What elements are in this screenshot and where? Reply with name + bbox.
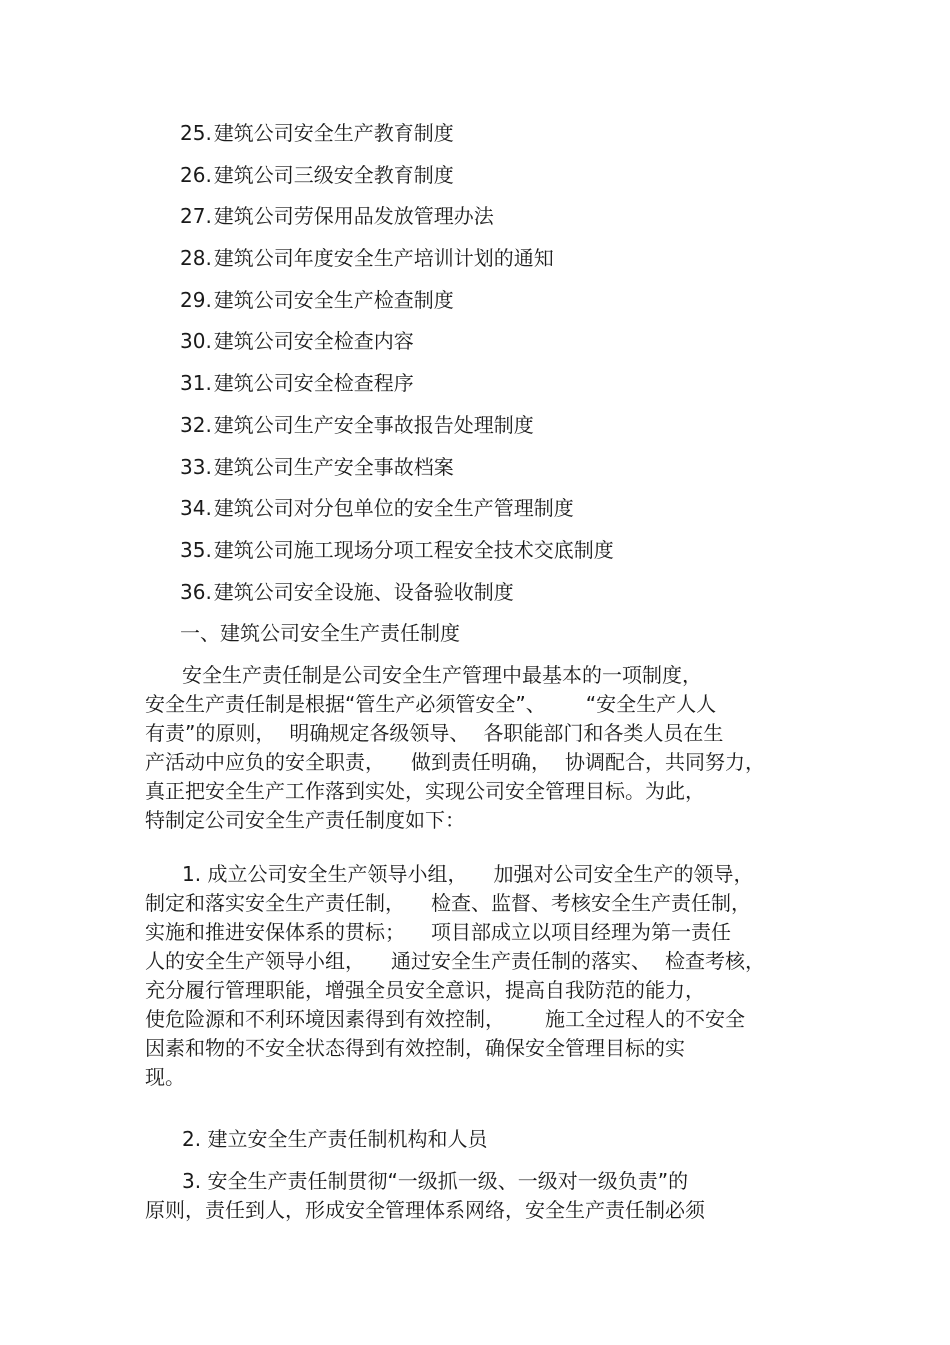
text-line: [145, 777, 765, 806]
text-line: [145, 1167, 705, 1196]
text-run: 真正把安全生产工作落到实处，实现公司安全管理目标。为此，: [145, 779, 705, 803]
toc-item-number: 31.: [180, 371, 212, 396]
toc-item-title: 建筑公司年度安全生产培训计划的通知: [213, 246, 554, 271]
toc-item-number: 27.: [180, 204, 212, 229]
section-heading: 一、建筑公司安全生产责任制度: [180, 621, 460, 645]
item-2-paragraph: [145, 1125, 487, 1154]
text-line: [145, 976, 765, 1005]
toc-item-title: 建筑公司安全设施、设备验收制度: [213, 579, 514, 604]
toc-item-number: 25.: [180, 121, 212, 145]
toc-item: [180, 572, 614, 614]
text-run: 产活动中应负的安全职责，: [145, 750, 385, 774]
text-run: 2. 建立安全生产责任制机构和人员: [182, 1127, 488, 1151]
text-run: 充分履行管理职能，增强全员安全意识，提高自我防范的能力，: [145, 978, 705, 1002]
text-run: 1. 成立公司安全生产领导小组，: [182, 862, 468, 886]
text-run: 原则，责任到人，形成安全管理体系网络，安全生产责任制必须: [145, 1198, 705, 1222]
text-run: 项目部成立以项目经理为第一责任: [431, 920, 731, 944]
text-run: 明确规定各级领导、: [289, 721, 470, 745]
toc-item: [180, 280, 614, 322]
text-line: [145, 1005, 765, 1034]
text-run: 特制定公司安全生产责任制度如下：: [145, 808, 465, 832]
text-run: 安全生产责任制是公司安全生产管理中最基本的一项制度，: [182, 663, 702, 687]
text-run: 有责”的原则，: [145, 721, 276, 745]
text-run: 加强对公司安全生产的领导，: [493, 862, 754, 886]
toc-item: [180, 196, 614, 238]
toc-item-number: 35.: [180, 537, 212, 562]
toc-item-title: 建筑公司三级安全教育制度: [213, 162, 454, 187]
toc-item-number: 30.: [180, 329, 212, 354]
text-line: [145, 947, 765, 976]
text-run: 现。: [145, 1065, 185, 1089]
toc-item: [180, 321, 614, 363]
toc-item-title: 建筑公司安全生产检查制度: [213, 287, 454, 312]
toc-item-title: 建筑公司对分包单位的安全生产管理制度: [213, 496, 574, 521]
text-line: [145, 806, 765, 835]
toc-item: [180, 155, 614, 197]
text-line: [145, 748, 765, 777]
text-run: 协调配合，共同努力，: [565, 750, 765, 774]
text-line: [145, 1063, 765, 1092]
toc-item: [180, 405, 614, 447]
text-run: “安全生产人人: [585, 692, 717, 716]
toc-item: [180, 238, 614, 280]
text-line: [145, 690, 765, 719]
text-line: [145, 860, 765, 889]
text-line: [145, 1125, 487, 1154]
toc-list: [180, 113, 614, 613]
toc-item-number: 28.: [180, 246, 212, 271]
text-line: [145, 889, 765, 918]
toc-item-number: 34.: [180, 496, 212, 521]
text-run: 实施和推进安保体系的贯标；: [145, 920, 405, 944]
toc-item: [180, 447, 614, 489]
text-line: [145, 719, 765, 748]
toc-item-title: 建筑公司劳保用品发放管理办法: [213, 204, 494, 229]
text-run: 人的安全生产领导小组，: [145, 949, 365, 973]
text-run: 制定和落实安全生产责任制，: [145, 891, 405, 915]
toc-item: [180, 488, 614, 530]
toc-item-title: 建筑公司生产安全事故档案: [213, 454, 454, 479]
text-run: 做到责任明确，: [411, 750, 551, 774]
toc-item-number: 29.: [180, 287, 212, 312]
text-run: 检查、监督、考核安全生产责任制，: [431, 891, 751, 915]
toc-item-title: 建筑公司安全生产教育制度: [213, 121, 454, 145]
toc-item: [180, 363, 614, 405]
toc-item-number: 36.: [180, 579, 212, 604]
text-line: [145, 918, 765, 947]
intro-paragraph: [145, 661, 765, 835]
toc-item-number: 33.: [180, 454, 212, 479]
text-run: 安全生产责任制是根据“管生产必须管安全”、: [145, 692, 546, 716]
text-run: 通过安全生产责任制的落实、: [391, 949, 651, 973]
text-line: [145, 661, 765, 690]
text-line: [145, 1196, 705, 1225]
toc-item-number: 26.: [180, 162, 212, 187]
toc-item: [180, 530, 614, 572]
item-3-paragraph: [145, 1167, 705, 1225]
toc-item-title: 建筑公司生产安全事故报告处理制度: [213, 412, 534, 437]
text-run: 检查考核，: [665, 949, 765, 973]
toc-item-title: 建筑公司安全检查程序: [213, 371, 414, 396]
toc-item-number: 32.: [180, 412, 212, 437]
text-run: 施工全过程人的不安全: [545, 1007, 745, 1031]
text-run: 使危险源和不利环境因素得到有效控制，: [145, 1007, 505, 1031]
toc-item-title: 建筑公司施工现场分项工程安全技术交底制度: [213, 537, 614, 562]
item-1-paragraph: [145, 860, 765, 1092]
text-run: 3. 安全生产责任制贯彻“一级抓一级、一级对一级负责”的: [182, 1169, 689, 1193]
toc-item: [180, 113, 614, 155]
toc-item-title: 建筑公司安全检查内容: [213, 329, 414, 354]
text-line: [145, 1034, 765, 1063]
text-run: 各职能部门和各类人员在生: [483, 721, 724, 745]
text-run: 因素和物的不安全状态得到有效控制，确保安全管理目标的实: [145, 1036, 685, 1060]
